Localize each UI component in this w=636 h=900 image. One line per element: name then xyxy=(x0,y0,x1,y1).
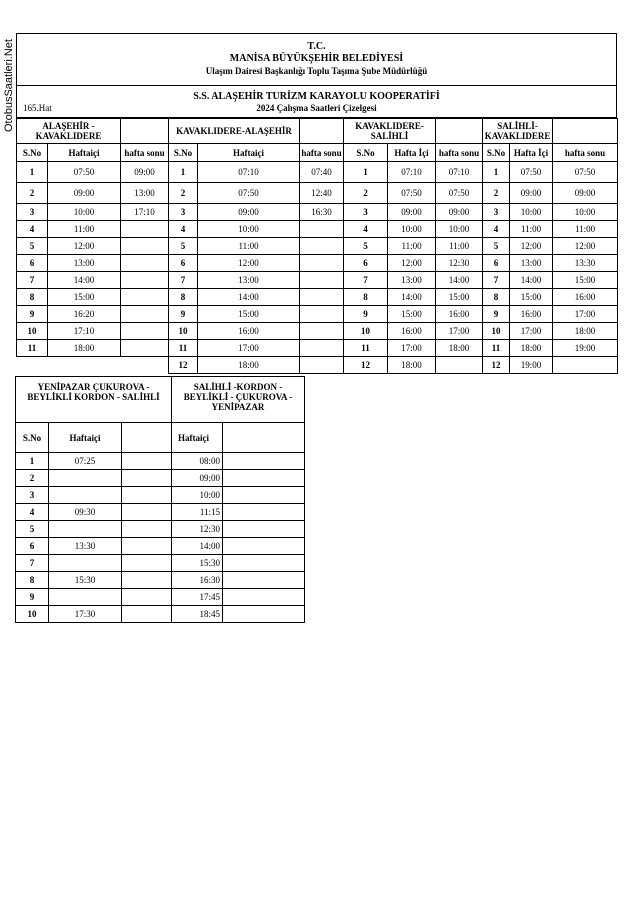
row-number-cell: 11 xyxy=(17,340,48,357)
time-cell: 16:00 xyxy=(198,323,300,340)
time-cell xyxy=(553,357,618,374)
row-number-cell: 8 xyxy=(483,289,510,306)
time-cell xyxy=(48,357,121,374)
col-sno: S.No xyxy=(169,144,198,162)
time-cell: 13:00 xyxy=(510,255,553,272)
time-cell xyxy=(121,289,169,306)
row-number-cell: 3 xyxy=(17,204,48,221)
table-row xyxy=(17,357,618,374)
time-cell: 18:00 xyxy=(48,340,121,357)
empty-cell xyxy=(223,453,305,470)
row-number-cell: 1 xyxy=(169,162,198,183)
time-cell xyxy=(300,340,344,357)
watermark-text: OtobusSaatleri.Net xyxy=(3,39,15,132)
time-cell: 14:00 xyxy=(510,272,553,289)
row-number-cell: 7 xyxy=(169,272,198,289)
group-header-spacer xyxy=(553,119,618,144)
table-row xyxy=(17,255,618,272)
time-cell: 15:00 xyxy=(553,272,618,289)
line-number: 165.Hat xyxy=(23,103,52,113)
row-number-cell: 7 xyxy=(17,272,48,289)
row-number-cell: 8 xyxy=(16,572,49,589)
table-row xyxy=(17,221,618,238)
row-number-cell: 5 xyxy=(344,238,388,255)
time-cell: 09:00 xyxy=(553,183,618,204)
time-cell xyxy=(436,357,483,374)
empty-cell xyxy=(122,453,172,470)
table-row xyxy=(16,589,305,606)
time-cell: 13:30 xyxy=(49,538,122,555)
time-cell: 07:10 xyxy=(388,162,436,183)
time-cell: 08:00 xyxy=(172,453,223,470)
time-cell xyxy=(300,255,344,272)
time-cell xyxy=(300,323,344,340)
row-number-cell: 8 xyxy=(17,289,48,306)
time-cell xyxy=(49,555,122,572)
row-number-cell: 4 xyxy=(483,221,510,238)
table-row xyxy=(16,504,305,521)
row-number-cell xyxy=(17,357,48,374)
empty-cell xyxy=(122,572,172,589)
row-number-cell: 7 xyxy=(344,272,388,289)
time-cell xyxy=(49,470,122,487)
row-number-cell: 11 xyxy=(344,340,388,357)
time-cell: 12:00 xyxy=(388,255,436,272)
row-number-cell: 3 xyxy=(169,204,198,221)
col-weekday: Haftaiçi xyxy=(48,144,121,162)
secondary-schedule-table xyxy=(15,376,305,623)
table-row xyxy=(16,555,305,572)
row-number-cell: 9 xyxy=(16,589,49,606)
time-cell: 07:50 xyxy=(388,183,436,204)
time-cell: 07:50 xyxy=(510,162,553,183)
empty-cell xyxy=(223,572,305,589)
time-cell: 09:00 xyxy=(510,183,553,204)
empty-cell xyxy=(223,504,305,521)
header-municipality: MANİSA BÜYÜKŞEHİR BELEDİYESİ xyxy=(229,53,404,64)
time-cell: 13:00 xyxy=(198,272,300,289)
col-sno: S.No xyxy=(344,144,388,162)
time-cell: 07:50 xyxy=(48,162,121,183)
time-cell: 11:00 xyxy=(510,221,553,238)
row-number-cell: 11 xyxy=(169,340,198,357)
group-header-kavaklidere-alasehir: KAVAKLIDERE-ALAŞEHİR xyxy=(169,119,300,144)
header-department: Ulaşım Dairesi Başkanlığı Toplu Taşıma Şube Müdürlüğü xyxy=(205,66,428,76)
time-cell: 18:00 xyxy=(388,357,436,374)
time-cell: 10:00 xyxy=(388,221,436,238)
time-cell: 15:30 xyxy=(49,572,122,589)
time-cell xyxy=(121,238,169,255)
time-cell xyxy=(121,340,169,357)
time-cell: 12:00 xyxy=(553,238,618,255)
empty-cell xyxy=(122,555,172,572)
row-number-cell: 2 xyxy=(169,183,198,204)
time-cell: 15:30 xyxy=(172,555,223,572)
col-weekday: Haftaiçi xyxy=(198,144,300,162)
time-cell: 11:15 xyxy=(172,504,223,521)
time-cell xyxy=(300,306,344,323)
time-cell: 15:00 xyxy=(388,306,436,323)
row-number-cell: 10 xyxy=(17,323,48,340)
time-cell: 17:30 xyxy=(49,606,122,623)
row-number-cell: 5 xyxy=(169,238,198,255)
municipality-header xyxy=(16,33,617,86)
time-cell: 18:00 xyxy=(553,323,618,340)
row-number-cell: 12 xyxy=(169,357,198,374)
time-cell xyxy=(300,357,344,374)
schedule-subtitle: 2024 Çalışma Saatleri Çizelgesi xyxy=(256,103,377,113)
time-cell: 13:00 xyxy=(48,255,121,272)
col-sno: S.No xyxy=(17,144,48,162)
row-number-cell: 2 xyxy=(17,183,48,204)
row-number-cell: 9 xyxy=(344,306,388,323)
time-cell: 10:00 xyxy=(48,204,121,221)
time-cell: 13:00 xyxy=(121,183,169,204)
time-cell: 18:45 xyxy=(172,606,223,623)
col-weekend: hafta sonu xyxy=(436,144,483,162)
table-row xyxy=(16,470,305,487)
time-cell: 17:00 xyxy=(510,323,553,340)
empty-cell xyxy=(223,555,305,572)
empty-cell xyxy=(122,521,172,538)
time-cell: 07:10 xyxy=(436,162,483,183)
time-cell: 14:00 xyxy=(198,289,300,306)
empty-cell xyxy=(223,470,305,487)
time-cell: 10:00 xyxy=(436,221,483,238)
time-cell: 10:00 xyxy=(198,221,300,238)
table-row xyxy=(16,606,305,623)
row-number-cell: 3 xyxy=(483,204,510,221)
main-schedule-table xyxy=(16,118,618,374)
time-cell: 10:00 xyxy=(510,204,553,221)
table-row xyxy=(16,572,305,589)
time-cell: 16:00 xyxy=(510,306,553,323)
time-cell: 07:50 xyxy=(436,183,483,204)
row-number-cell: 8 xyxy=(344,289,388,306)
row-number-cell: 5 xyxy=(16,521,49,538)
row-number-cell: 3 xyxy=(344,204,388,221)
col-weekend: hafta sonu xyxy=(300,144,344,162)
row-number-cell: 11 xyxy=(483,340,510,357)
row-number-cell: 10 xyxy=(169,323,198,340)
empty-cell xyxy=(122,606,172,623)
time-cell: 17:10 xyxy=(48,323,121,340)
col-weekend: hafta sonu xyxy=(121,144,169,162)
row-number-cell: 12 xyxy=(344,357,388,374)
time-cell: 15:00 xyxy=(510,289,553,306)
row-number-cell: 8 xyxy=(169,289,198,306)
time-cell: 07:10 xyxy=(198,162,300,183)
time-cell: 19:00 xyxy=(553,340,618,357)
table-row xyxy=(16,538,305,555)
table-row xyxy=(17,272,618,289)
time-cell: 07:40 xyxy=(300,162,344,183)
time-cell xyxy=(300,238,344,255)
row-number-cell: 5 xyxy=(483,238,510,255)
time-cell: 11:00 xyxy=(48,221,121,238)
time-cell xyxy=(300,289,344,306)
time-cell: 12:00 xyxy=(510,238,553,255)
table-row xyxy=(17,323,618,340)
time-cell: 07:50 xyxy=(553,162,618,183)
time-cell: 16:00 xyxy=(388,323,436,340)
row-number-cell: 1 xyxy=(344,162,388,183)
time-cell xyxy=(121,357,169,374)
group-header-salihli-yenipazar: SALİHLİ -KORDON - BEYLİKLİ - ÇUKUROVA - YENİPAZAR xyxy=(172,377,305,423)
group-header-spacer xyxy=(121,119,169,144)
time-cell: 17:10 xyxy=(121,204,169,221)
empty-cell xyxy=(223,538,305,555)
table-row xyxy=(17,204,618,221)
time-cell: 14:00 xyxy=(48,272,121,289)
time-cell: 18:00 xyxy=(436,340,483,357)
group-header-kavaklidere-salihli: KAVAKLIDERE-SALİHLİ xyxy=(344,119,436,144)
time-cell: 12:00 xyxy=(48,238,121,255)
time-cell: 10:00 xyxy=(553,204,618,221)
time-cell: 09:00 xyxy=(172,470,223,487)
time-cell: 17:00 xyxy=(436,323,483,340)
row-number-cell: 1 xyxy=(17,162,48,183)
time-cell: 16:20 xyxy=(48,306,121,323)
row-number-cell: 6 xyxy=(17,255,48,272)
empty-cell xyxy=(122,589,172,606)
time-cell: 15:00 xyxy=(48,289,121,306)
time-cell: 18:00 xyxy=(510,340,553,357)
time-cell: 09:00 xyxy=(388,204,436,221)
time-cell xyxy=(121,323,169,340)
time-cell: 09:30 xyxy=(49,504,122,521)
col-sno: S.No xyxy=(16,423,49,453)
row-number-cell: 2 xyxy=(16,470,49,487)
row-number-cell: 3 xyxy=(16,487,49,504)
table-row xyxy=(17,340,618,357)
time-cell xyxy=(121,221,169,238)
empty-cell xyxy=(122,504,172,521)
time-cell: 15:00 xyxy=(198,306,300,323)
time-cell: 11:00 xyxy=(436,238,483,255)
row-number-cell: 10 xyxy=(483,323,510,340)
col-empty xyxy=(122,423,172,453)
group-header-yenipazar-salihli: YENİPAZAR ÇUKUROVA - BEYLİKLİ KORDON - SALİHLİ xyxy=(16,377,172,423)
time-cell: 19:00 xyxy=(510,357,553,374)
time-cell: 16:00 xyxy=(436,306,483,323)
time-cell: 13:30 xyxy=(553,255,618,272)
col-weekday: Hafta İçi xyxy=(510,144,553,162)
row-number-cell: 9 xyxy=(483,306,510,323)
time-cell: 10:00 xyxy=(172,487,223,504)
row-number-cell: 9 xyxy=(169,306,198,323)
row-number-cell: 7 xyxy=(16,555,49,572)
time-cell: 17:00 xyxy=(553,306,618,323)
column-header-row xyxy=(17,144,618,162)
col-weekday: Hafta İçi xyxy=(388,144,436,162)
row-number-cell: 4 xyxy=(344,221,388,238)
time-cell: 09:00 xyxy=(121,162,169,183)
row-number-cell: 9 xyxy=(17,306,48,323)
time-cell xyxy=(121,255,169,272)
row-number-cell: 6 xyxy=(16,538,49,555)
table-row xyxy=(16,521,305,538)
row-number-cell: 4 xyxy=(169,221,198,238)
time-cell: 07:50 xyxy=(198,183,300,204)
row-number-cell: 1 xyxy=(16,453,49,470)
time-cell xyxy=(300,272,344,289)
table-row xyxy=(17,289,618,306)
empty-cell xyxy=(223,521,305,538)
col-weekend: hafta sonu xyxy=(553,144,618,162)
time-cell: 07:25 xyxy=(49,453,122,470)
time-cell: 09:00 xyxy=(436,204,483,221)
row-number-cell: 12 xyxy=(483,357,510,374)
empty-cell xyxy=(122,470,172,487)
col-weekday: Haftaiçi xyxy=(172,423,223,453)
row-number-cell: 6 xyxy=(169,255,198,272)
row-number-cell: 7 xyxy=(483,272,510,289)
row-number-cell: 6 xyxy=(344,255,388,272)
col-sno: S.No xyxy=(483,144,510,162)
time-cell: 15:00 xyxy=(436,289,483,306)
table-row xyxy=(16,487,305,504)
row-number-cell: 6 xyxy=(483,255,510,272)
time-cell: 09:00 xyxy=(48,183,121,204)
time-cell: 16:30 xyxy=(300,204,344,221)
time-cell: 17:45 xyxy=(172,589,223,606)
time-cell: 18:00 xyxy=(198,357,300,374)
col-weekday: Haftaiçi xyxy=(49,423,122,453)
time-cell: 11:00 xyxy=(553,221,618,238)
group-header-salihli-kavaklidere: SALİHLİ-KAVAKLIDERE xyxy=(483,119,553,144)
group-header-row xyxy=(17,119,618,144)
time-cell: 13:00 xyxy=(388,272,436,289)
table-row xyxy=(17,183,618,204)
row-number-cell: 5 xyxy=(17,238,48,255)
time-cell: 12:30 xyxy=(172,521,223,538)
time-cell: 12:00 xyxy=(198,255,300,272)
table-row xyxy=(17,306,618,323)
group-header-row xyxy=(16,377,305,423)
time-cell: 11:00 xyxy=(198,238,300,255)
empty-cell xyxy=(223,487,305,504)
time-cell xyxy=(121,306,169,323)
time-cell: 14:00 xyxy=(172,538,223,555)
group-header-spacer xyxy=(300,119,344,144)
time-cell xyxy=(121,272,169,289)
row-number-cell: 1 xyxy=(483,162,510,183)
time-cell: 09:00 xyxy=(198,204,300,221)
row-number-cell: 10 xyxy=(344,323,388,340)
time-cell: 17:00 xyxy=(198,340,300,357)
time-cell: 11:00 xyxy=(388,238,436,255)
time-cell xyxy=(49,589,122,606)
empty-cell xyxy=(122,538,172,555)
empty-cell xyxy=(122,487,172,504)
time-cell xyxy=(49,487,122,504)
cooperative-name: S.S. ALAŞEHİR TURİZM KARAYOLU KOOPERATİFİ xyxy=(193,91,440,102)
time-cell: 17:00 xyxy=(388,340,436,357)
row-number-cell: 2 xyxy=(344,183,388,204)
row-number-cell: 4 xyxy=(17,221,48,238)
group-header-alasehir-kavaklidere: ALAŞEHİR - KAVAKLIDERE xyxy=(17,119,121,144)
time-cell: 14:00 xyxy=(388,289,436,306)
time-cell: 16:30 xyxy=(172,572,223,589)
time-cell: 12:40 xyxy=(300,183,344,204)
column-header-row xyxy=(16,423,305,453)
time-cell: 16:00 xyxy=(553,289,618,306)
row-number-cell: 4 xyxy=(16,504,49,521)
time-cell: 12:30 xyxy=(436,255,483,272)
time-cell xyxy=(49,521,122,538)
empty-cell xyxy=(223,589,305,606)
cooperative-header xyxy=(16,86,617,118)
time-cell: 14:00 xyxy=(436,272,483,289)
header-tc: T.C. xyxy=(307,41,326,52)
row-number-cell: 10 xyxy=(16,606,49,623)
col-empty xyxy=(223,423,305,453)
table-row xyxy=(17,238,618,255)
row-number-cell: 2 xyxy=(483,183,510,204)
group-header-spacer xyxy=(436,119,483,144)
time-cell xyxy=(300,221,344,238)
table-row xyxy=(16,453,305,470)
table-row xyxy=(17,162,618,183)
empty-cell xyxy=(223,606,305,623)
